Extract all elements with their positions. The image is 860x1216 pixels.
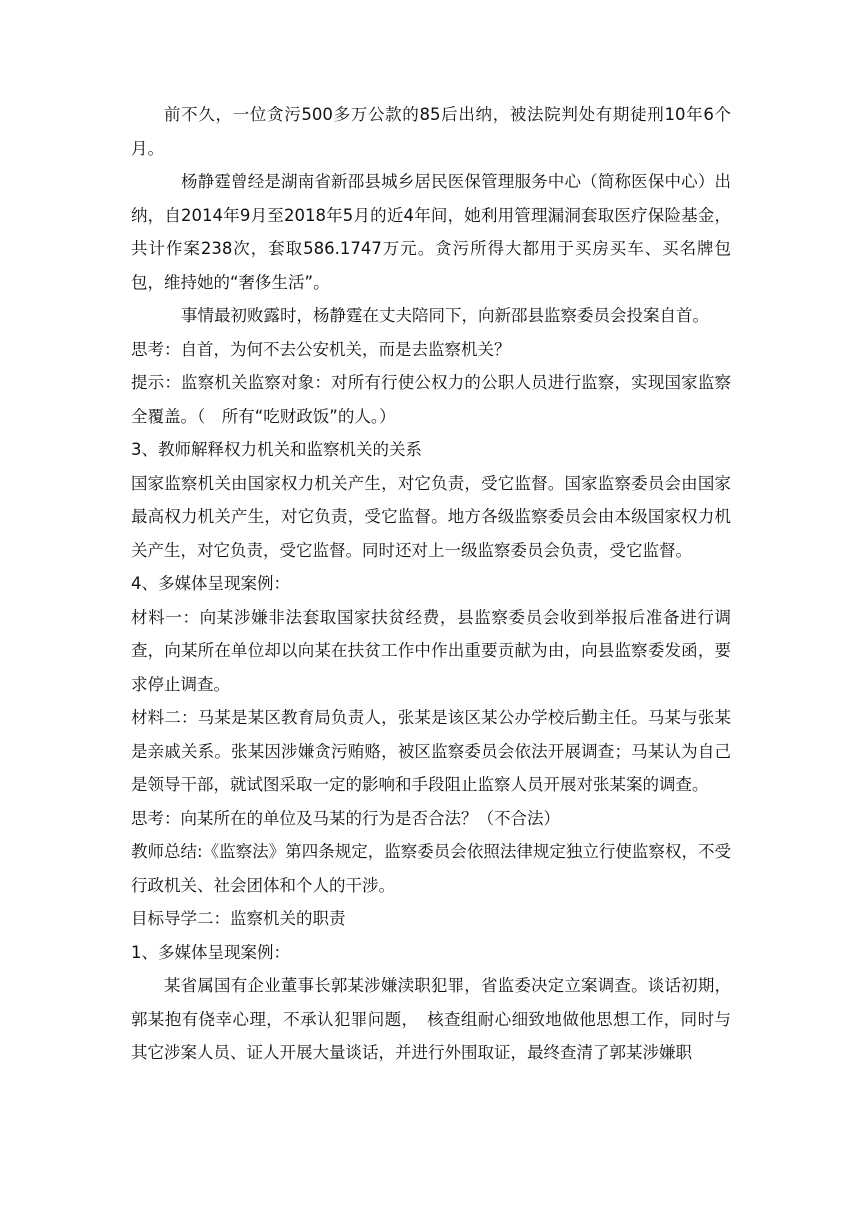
document-body xyxy=(131,98,731,1070)
section-heading: 1、多媒体呈现案例： xyxy=(131,942,290,962)
paragraph: 教师总结:《监察法》第四条规定，监察委员会依照法律规定独立行使监察权，不受行政机关、社会团体和个人的干涉。 xyxy=(131,842,731,895)
paragraph: 材料一：向某涉嫌非法套取国家扶贫经费，县监察委员会收到举报后准备进行调查，向某所在单位却以向某在扶贫工作中作出重要贡献为由，向县监察委发函，要求停止调查。 xyxy=(131,607,731,694)
paragraph: 前不久，一位贪污500多万公款的85后出纳，被法院判处有期徒刑10年6个月。 xyxy=(131,105,731,158)
paragraph: 某省属国有企业董事长郭某涉嫌渎职犯罪，省监委决定立案调查。谈话初期，郭某抱有侥幸心理，不承认犯罪问题， 核查组耐心细致地做他思想工作，同时与其它涉案人员、证人开展大量谈话，并进行外围取证，最终查清了郭某涉嫌职 xyxy=(131,976,731,1062)
paragraph: 提示：监察机关监察对象：对所有行使公权力的公职人员进行监察，实现国家监察全覆盖。（ 所有“吃财政饭”的人。） xyxy=(131,373,731,426)
paragraph: 事情最初败露时，杨静霆在丈夫陪同下，向新邵县监察委员会投案自首。 xyxy=(181,306,709,325)
section-heading: 3、教师解释权力机关和监察机关的关系 xyxy=(131,440,422,459)
paragraph: 思考：自首，为何不去公安机关，而是去监察机关？ xyxy=(131,339,511,359)
paragraph: 杨静霆曾经是湖南省新邵县城乡居民医保管理服务中心（简称医保中心）出纳，自2014年9月至2018年5月的近4年间，她利用管理漏洞套取医疗保险基金，共计作案238次，套取586.1747万元。贪污所得大都用于买房买车、买名牌包包，维持她的“奢侈生活”。 xyxy=(131,172,731,292)
paragraph: 思考：向某所在的单位及马某的行为是否合法？（不合法） xyxy=(131,808,560,828)
paragraph: 国家监察机关由国家权力机关产生，对它负责，受它监督。国家监察委员会由国家最高权力机关产生，对它负责，受它监督。地方各级监察委员会由本级国家权力机关产生，对它负责，受它监督。同时还对上一级监察委员会负责，受它监督。 xyxy=(131,473,731,560)
paragraph: 材料二：马某是某区教育局负责人，张某是该区某公办学校后勤主任。马某与张某是亲戚关系。张某因涉嫌贪污贿赂，被区监察委员会依法开展调查；马某认为自己是领导干部，就试图采取一定的影响和手段阻止监察人员开展对张某案的调查。 xyxy=(131,708,731,794)
section-heading: 4、多媒体呈现案例： xyxy=(131,574,290,593)
section-heading: 目标导学二：监察机关的职责 xyxy=(131,909,346,928)
